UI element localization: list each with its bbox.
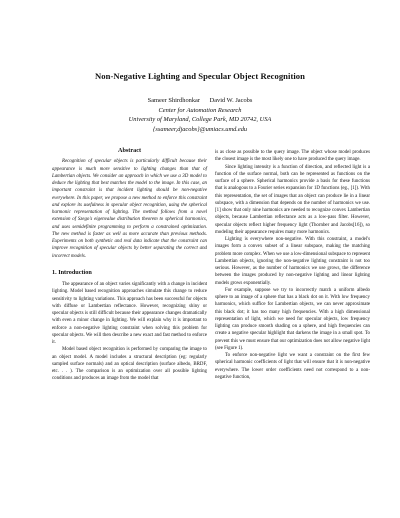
section-heading-introduction: 1. Introduction xyxy=(52,268,92,276)
intro-paragraph-2: Model based object recognition is performed by comparing the image to an object model. A model includes a structural description (eg: regularly sampled surface normals) and an optical description (surface albedo, BRDF, etc. . . ). The comparison is an optimization over all possible lighting conditions and produces an image from the model that xyxy=(52,347,207,382)
author-center: Center for Automation Research xyxy=(158,106,242,114)
abstract-text: Recognition of specular objects is particularly difficult because their appearance is much more sensitive to lighting changes than that of Lambertian objects. We consider an approach in which we use a 3D model to deduce the lighting that best matches the model to the image. In this case, an important constraint is that incident lighting should be non-negative everywhere. In this paper, we propose a new method to enforce this constraint and explore its usefulness in specular object recognition, using the spherical harmonic representation of lighting. The method follows from a novel extension of Szego's eigenvalue distribution theorem to spherical harmonics, and uses semidefinite programming to perform a constrained optimization. The new method is faster as well as more accurate than previous methods. Experiments on both synthetic and real data indicate that the constraint can improve recognition of specular objects by better separating the correct and incorrect models. xyxy=(52,159,207,259)
right-paragraph-3: Lighting is everywhere non-negative. With this constraint, a model's images form a convex subset of a linear subspace, making the matching problem more complex. When we use a low-dimensional subspace to represent Lambertian objects, ignoring the non-negative lighting constraint is not too serious. However, as the number of harmonics we use grows, the difference between the images produced by non-negative lighting and linear lighting models grows exponentially. xyxy=(215,237,370,286)
right-paragraph-5: To enforce non-negative light we want a constraint on the first few spherical harmonic coefficients of light that will ensure that it is non-negative everywhere. The lower order coefficients need not correspond to a non-negative function, xyxy=(215,353,370,380)
author-block xyxy=(0,96,400,134)
left-column xyxy=(52,147,207,383)
author-email: {ssameer,djacobs}@umiacs.umd.edu xyxy=(152,125,248,133)
right-paragraph-4: For example, suppose we try to incorrectly match a uniform albedo sphere to an image of a sphere that has a black dot on it. With low frequency harmonics, which suffice for Lambertian objects, we can never approximate this black dot; it has too many high frequencies. With a high dimensional representation of light, which we need for specular objects, low frequency lighting can produce smooth shading on a sphere, and high frequencies can create a negative specular highlight that darkens the image in a small spot. To prevent this we must ensure that our optimization does not allow negative light (see Figure 1). xyxy=(215,287,370,351)
author-names: Sameer Shirdhonkar David W. Jacobs xyxy=(147,97,253,104)
intro-paragraph-1: The appearance of an object varies significantly with a change in incident lighting. Model based recognition approaches simulate this change to reduce sensitivity to lighting variations. This approach has been successful for objects with diffuse or Lambertian reflectance. However, recognizing shiny or specular objects is still difficult because their appearance changes dramatically with even a minor change in lighting. We will explain why it is important to enforce a non-negative lighting constraint when solving this problem for specular objects. We will then describe a new exact and fast method to enforce it. xyxy=(52,282,207,345)
right-paragraph-1: is as close as possible to the query image. The object whose model produces the closest image is the most likely one to have produced the query image. xyxy=(215,150,370,163)
abstract-heading: Abstract xyxy=(117,147,142,154)
paper-title: Non-Negative Lighting and Specular Object Recognition xyxy=(95,71,305,81)
right-paragraph-2: Since lighting intensity is a function of direction, and reflected light is a function of the surface normal, both can be represented as functions on the surface of a sphere. Spherical harmonics provide a basis for these functions that is analogous to a Fourier series expansion for 1D functions (eg., [1]). With this representation, the set of images that an object can produce lie in a linear subspace, with a dimension that depends on the number of harmonics we use. [1] show that only nine harmonics are needed to recognize convex Lambertian objects, because Lambertian reflectance acts as a low-pass filter. However, specular objects reflect higher frequency light (Thornber and Jacobs[16]), so modeling their appearance requires many more harmonics. xyxy=(215,164,370,235)
author-university: University of Maryland, College Park, MD 20742, USA xyxy=(128,116,272,124)
right-column xyxy=(215,149,370,381)
